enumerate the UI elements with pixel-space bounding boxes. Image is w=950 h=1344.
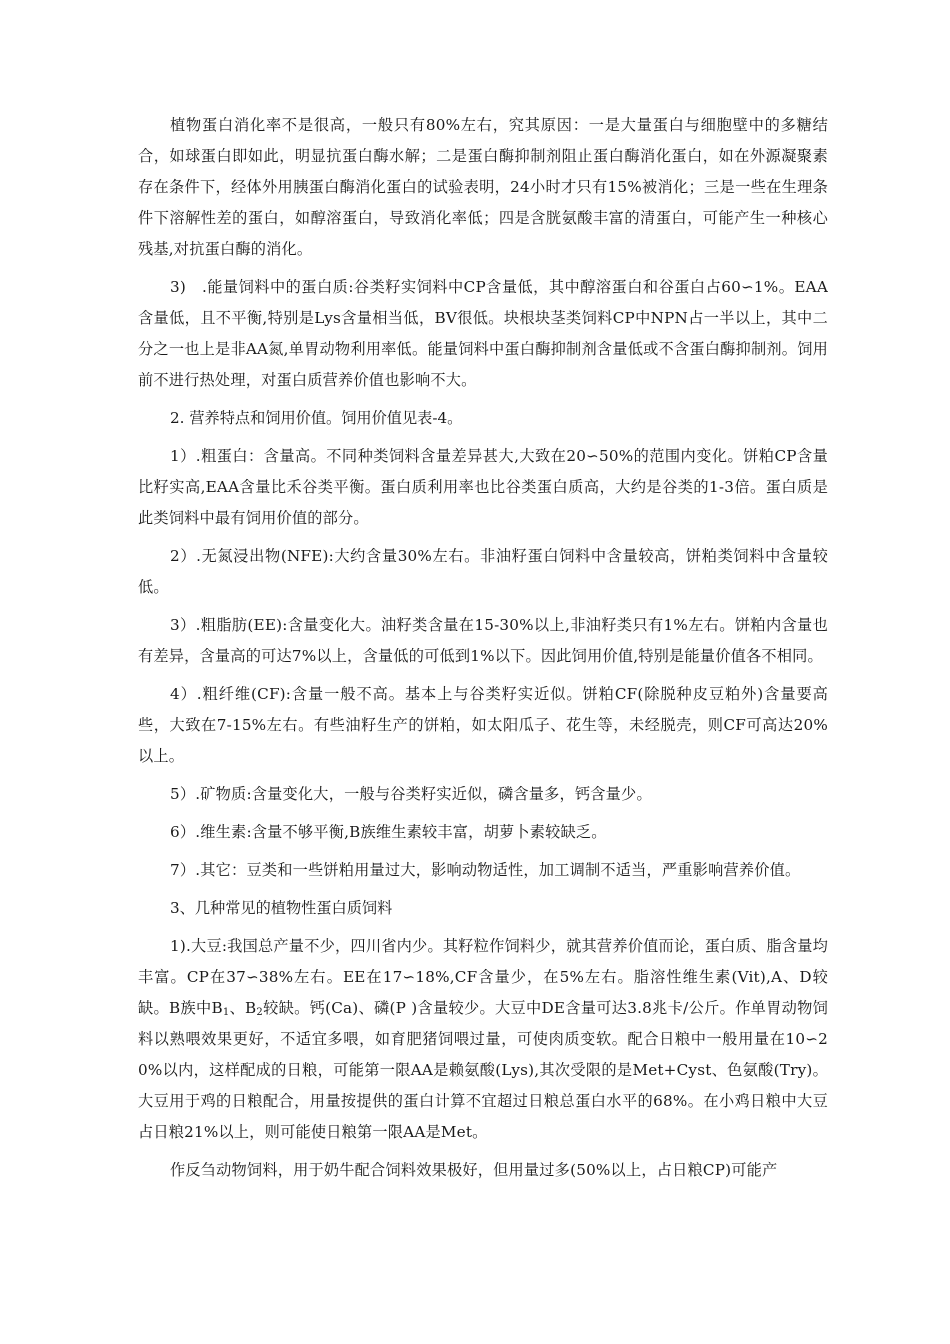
paragraph-nfe: 2）.无氮浸出物(NFE):大约含量30%左右。非油籽蛋白饲料中含量较高，饼粕类饲料中含量较低。 — [138, 547, 828, 596]
soybean-text-part-1: 1).大豆:我国总产量不少，四川省内少。其籽粒作饲料少，就其营养价值而论，蛋白质、脂含量均丰富。CP在37∽38%左右。EE在17∽18%,CF含量少，在5%左右。脂溶性维生素(Vit),A、D较缺。B族中B — [138, 937, 828, 1017]
paragraph-minerals: 5）.矿物质:含量变化大，一般与谷类籽实近似，磷含量多，钙含量少。 — [170, 785, 652, 803]
paragraph-others: 7）.其它：豆类和一些饼粕用量过大，影响动物适性，加工调制不适当，严重影响营养价值。 — [170, 861, 801, 879]
paragraph-crude-fiber: 4）.粗纤维(CF):含量一般不高。基本上与谷类籽实近似。饼粕CF(除脱种皮豆粕外)含量要高些，大致在7-15%左右。有些油籽生产的饼粕，如太阳瓜子、花生等，未经脱壳，则CF可高达20%以上。 — [138, 685, 828, 765]
heading-common-plant-protein-feeds: 3、几种常见的植物性蛋白质饲料 — [170, 899, 393, 917]
paragraph-energy-feed-protein: 3) .能量饲料中的蛋白质:谷类籽实饲料中CP含量低，其中醇溶蛋白和谷蛋白占60∽1%。EAA含量低，且不平衡,特别是Lys含量相当低，BV很低。块根块茎类饲料CP中NPN占一半以上，其中二分之一也上是非AA氮,单胃动物利用率低。能量饲料中蛋白酶抑制剂含量低或不含蛋白酶抑制剂。饲用前不进行热处理，对蛋白质营养价值也影响不大。 — [138, 278, 828, 389]
heading-nutrition-features: 2. 营养特点和饲用价值。饲用价值见表-4。 — [170, 409, 463, 427]
paragraph-soybean — [138, 931, 828, 1148]
paragraph-vitamins: 6）.维生素:含量不够平衡,B族维生素较丰富，胡萝卜素较缺乏。 — [170, 823, 607, 841]
paragraph-crude-protein: 1）.粗蛋白：含量高。不同种类饲料含量差异甚大,大致在20∽50%的范围内变化。饼粕CP含量比籽实高,EAA含量比禾谷类平衡。蛋白质利用率也比谷类蛋白质高，大约是谷类的1-3倍。蛋白质是此类饲料中最有饲用价值的部分。 — [138, 447, 828, 527]
paragraph-ruminant-feed: 作反刍动物饲料，用于奶牛配合饲料效果极好，但用量过多(50%以上，占日粮CP)可能产 — [170, 1161, 778, 1179]
subscript-1: 1 — [222, 1007, 230, 1018]
soybean-text-part-3: 较缺。钙(Ca)、磷(P )含量较少。大豆中DE含量可达3.8兆卡/公斤。作单胃动物饲料以熟喂效果更好，不适宜多喂，如育肥猪饲喂过量，可使肉质变软。配合日粮中一般用量在10∽20%以内，这样配成的日粮，可能第一限AA是赖氨酸(Lys),其次受限的是Met+Cyst、色氨酸(Try)。大豆用于鸡的日粮配合，用量按提供的蛋白计算不宜超过日粮总蛋白水平的68%。在小鸡日粮中大豆占日粮21%以上，则可能使日粮第一限AA是Met。 — [138, 999, 828, 1141]
paragraph-crude-fat: 3）.粗脂肪(EE):含量变化大。油籽类含量在15-30%以上,非油籽类只有1%左右。饼粕内含量也有差异，含量高的可达7%以上，含量低的可低到1%以下。因此饲用价值,特别是能量价值各不相同。 — [138, 616, 828, 665]
document-page — [138, 110, 828, 1193]
soybean-text-part-2: 、B — [229, 999, 257, 1017]
subscript-2: 2 — [256, 1007, 263, 1018]
paragraph-digestibility: 植物蛋白消化率不是很高，一般只有80%左右，究其原因：一是大量蛋白与细胞壁中的多糖结合，如球蛋白即如此，明显抗蛋白酶水解；二是蛋白酶抑制剂阻止蛋白酶消化蛋白，如在外源凝聚素存在条件下，经体外用胰蛋白酶消化蛋白的试验表明，24小时才只有15%被消化；三是一些在生理条件下溶解性差的蛋白，如醇溶蛋白，导致消化率低；四是含胱氨酸丰富的清蛋白，可能产生一种核心残基,对抗蛋白酶的消化。 — [138, 116, 828, 258]
